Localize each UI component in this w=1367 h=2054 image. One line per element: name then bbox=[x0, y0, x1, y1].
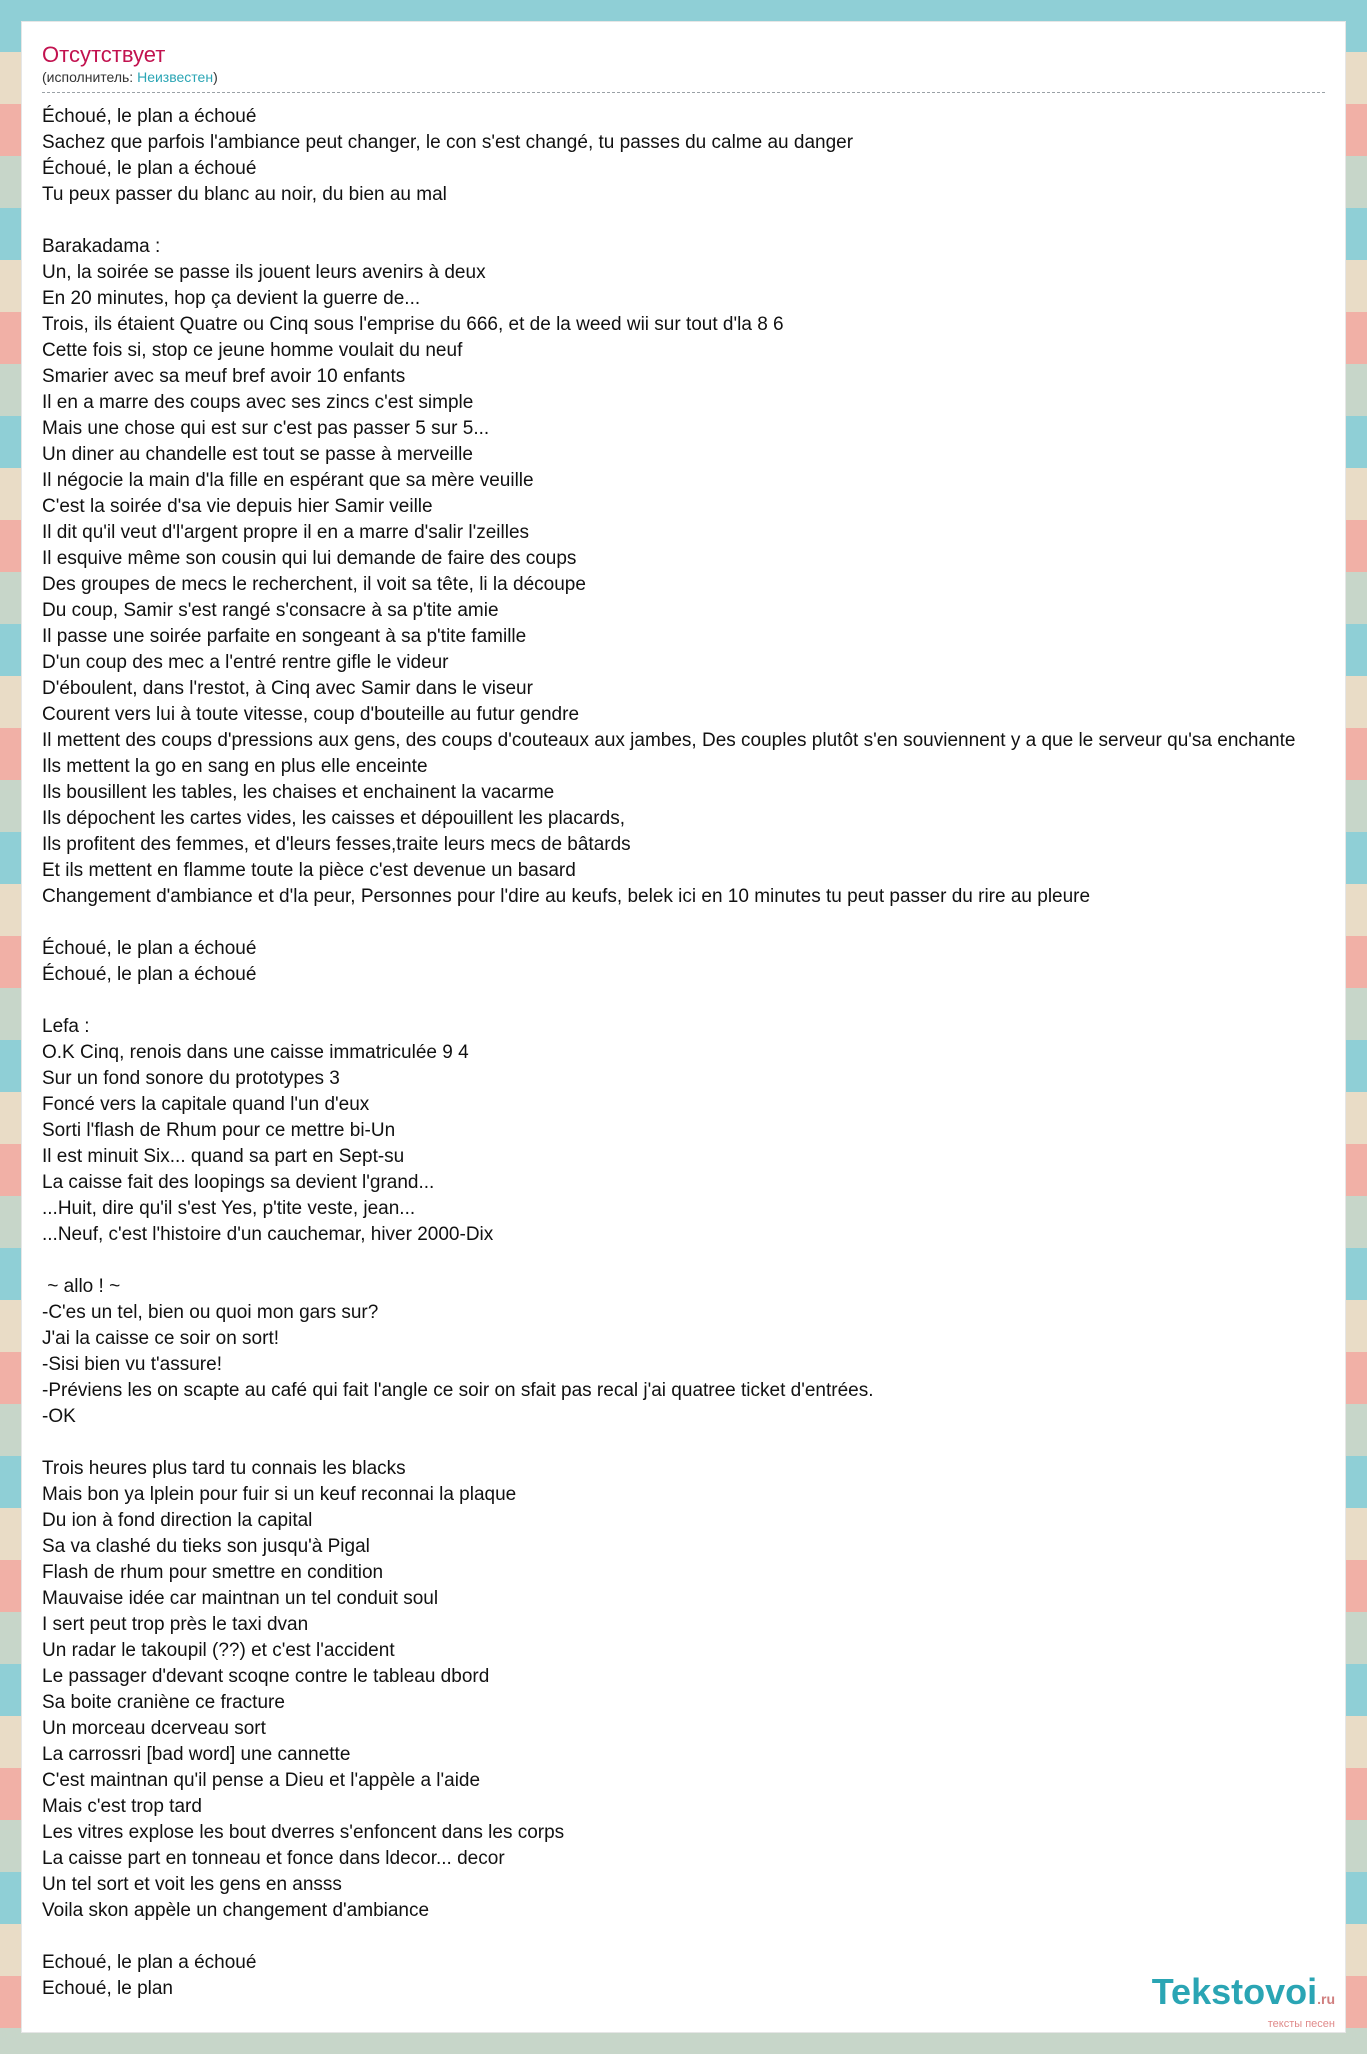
lyric-line: ...Neuf, c'est l'histoire d'un cauchemar, hiver 2000-Dix bbox=[42, 1224, 494, 1245]
lyric-line: La caisse fait des loopings sa devient l'grand... bbox=[42, 1172, 435, 1193]
lyric-line: Il esquive même son cousin qui lui demande de faire des coups bbox=[42, 548, 577, 569]
lyric-line: Trois, ils étaient Quatre ou Cinq sous l'emprise du 666, et de la weed wii sur tout d'la 8 6 bbox=[42, 314, 784, 335]
lyric-line: Mais une chose qui est sur c'est pas passer 5 sur 5... bbox=[42, 418, 490, 439]
lyric-line: Lefa : bbox=[42, 1016, 90, 1037]
lyric-line bbox=[42, 988, 1325, 1014]
lyric-line: Un radar le takoupil (??) et c'est l'accident bbox=[42, 1640, 395, 1661]
artist-link[interactable]: Неизвестен bbox=[137, 69, 214, 85]
lyric-line bbox=[42, 1430, 1325, 1456]
lyric-line: Un morceau dcerveau sort bbox=[42, 1718, 266, 1739]
lyric-line: Un, la soirée se passe ils jouent leurs avenirs à deux bbox=[42, 262, 486, 283]
lyric-line: ...Huit, dire qu'il s'est Yes, p'tite veste, jean... bbox=[42, 1198, 416, 1219]
lyric-line: Trois heures plus tard tu connais les blacks bbox=[42, 1458, 406, 1479]
site-logo[interactable] bbox=[1125, 1971, 1335, 2030]
logo-subtitle: тексты песен bbox=[1267, 2018, 1335, 2030]
lyric-line: Mais c'est trop tard bbox=[42, 1796, 202, 1817]
lyric-line: Mais bon ya lplein pour fuir si un keuf reconnai la plaque bbox=[42, 1484, 517, 1505]
artist-line bbox=[42, 68, 1325, 86]
lyric-line: Du coup, Samir s'est rangé s'consacre à sa p'tite amie bbox=[42, 600, 499, 621]
lyric-line: Le passager d'devant scoqne contre le tableau dbord bbox=[42, 1666, 490, 1687]
lyric-line: -Préviens les on scapte au café qui fait l'angle ce soir on sfait pas recal j'ai quatree ticket d'entrées. bbox=[42, 1380, 874, 1401]
lyric-line: Échoué, le plan a échoué bbox=[42, 964, 257, 985]
lyric-line: Barakadama : bbox=[42, 236, 161, 257]
lyric-line: C'est la soirée d'sa vie depuis hier Samir veille bbox=[42, 496, 433, 517]
lyric-line: Sur un fond sonore du prototypes 3 bbox=[42, 1068, 340, 1089]
lyric-line: Sorti l'flash de Rhum pour ce mettre bi-Un bbox=[42, 1120, 396, 1141]
lyric-line: Sachez que parfois l'ambiance peut changer, le con s'est changé, tu passes du calme au danger bbox=[42, 132, 854, 153]
lyric-line: Et ils mettent en flamme toute la pièce c'est devenue un basard bbox=[42, 860, 576, 881]
lyric-line: -Sisi bien vu t'assure! bbox=[42, 1354, 222, 1375]
lyric-line: Echoué, le plan a échoué bbox=[42, 1952, 257, 1973]
song-title: Отсутствует bbox=[42, 42, 166, 67]
lyric-line: D'un coup des mec a l'entré rentre gifle le videur bbox=[42, 652, 449, 673]
lyric-line bbox=[42, 208, 1325, 234]
lyric-line: Changement d'ambiance et d'la peur, Personnes pour l'dire au keufs, belek ici en 10 minutes tu peut passer du rire au pleure bbox=[42, 886, 1091, 907]
lyric-line: Il dit qu'il veut d'l'argent propre il en a marre d'salir l'zeilles bbox=[42, 522, 530, 543]
lyric-line: C'est maintnan qu'il pense a Dieu et l'appèle a l'aide bbox=[42, 1770, 481, 1791]
lyric-line: Échoué, le plan a échoué bbox=[42, 938, 257, 959]
lyric-line: Un tel sort et voit les gens en ansss bbox=[42, 1874, 342, 1895]
lyric-line: Il passe une soirée parfaite en songeant à sa p'tite famille bbox=[42, 626, 527, 647]
lyric-line: Echoué, le plan bbox=[42, 1978, 173, 1999]
lyric-line: I sert peut trop près le taxi dvan bbox=[42, 1614, 309, 1635]
lyric-line: Les vitres explose les bout dverres s'enfoncent dans les corps bbox=[42, 1822, 565, 1843]
lyric-line: Il est minuit Six... quand sa part en Sept-su bbox=[42, 1146, 405, 1167]
lyric-line: Ils profitent des femmes, et d'leurs fesses,traite leurs mecs de bâtards bbox=[42, 834, 631, 855]
logo-tld: .ru bbox=[1317, 1991, 1335, 2007]
lyric-line: O.K Cinq, renois dans une caisse immatriculée 9 4 bbox=[42, 1042, 469, 1063]
lyric-line: La carrossri [bad word] une cannette bbox=[42, 1744, 351, 1765]
lyric-line: Ils dépochent les cartes vides, les caisses et dépouillent les placards, bbox=[42, 808, 625, 829]
lyric-line: -OK bbox=[42, 1406, 76, 1427]
lyric-line: Foncé vers la capitale quand l'un d'eux bbox=[42, 1094, 370, 1115]
lyric-line: La caisse part en tonneau et fonce dans ldecor... decor bbox=[42, 1848, 505, 1869]
lyric-line: D'éboulent, dans l'restot, à Cinq avec Samir dans le viseur bbox=[42, 678, 533, 699]
lyric-line: J'ai la caisse ce soir on sort! bbox=[42, 1328, 279, 1349]
content-card bbox=[22, 22, 1345, 2032]
lyric-line: Il négocie la main d'la fille en espérant que sa mère veuille bbox=[42, 470, 534, 491]
lyric-line: Un diner au chandelle est tout se passe à merveille bbox=[42, 444, 473, 465]
lyric-line: -C'es un tel, bien ou quoi mon gars sur? bbox=[42, 1302, 379, 1323]
lyric-line: Ils mettent la go en sang en plus elle enceinte bbox=[42, 756, 428, 777]
lyric-line: Échoué, le plan a échoué bbox=[42, 158, 257, 179]
lyric-line: Tu peux passer du blanc au noir, du bien au mal bbox=[42, 184, 447, 205]
lyric-line: Il mettent des coups d'pressions aux gens, des coups d'couteaux aux jambes, Des couples plutôt s'en souviennent y a que le serveur qu'sa enchante bbox=[42, 730, 1296, 751]
logo-wordmark bbox=[1125, 1971, 1335, 2017]
logo-name: Tekstovoi bbox=[1151, 1971, 1318, 2012]
lyrics-body bbox=[42, 104, 1325, 2002]
lyric-line: Des groupes de mecs le recherchent, il voit sa tête, li la découpe bbox=[42, 574, 586, 595]
lyric-line: Sa boite craniène ce fracture bbox=[42, 1692, 285, 1713]
lyric-line: Du ion à fond direction la capital bbox=[42, 1510, 313, 1531]
lyric-line: En 20 minutes, hop ça devient la guerre de... bbox=[42, 288, 421, 309]
lyric-line: Flash de rhum pour smettre en condition bbox=[42, 1562, 384, 1583]
lyric-line: Ils bousillent les tables, les chaises et enchainent la vacarme bbox=[42, 782, 555, 803]
artist-close: ) bbox=[213, 69, 218, 85]
lyric-line: Courent vers lui à toute vitesse, coup d'bouteille au futur gendre bbox=[42, 704, 580, 725]
lyric-line: Échoué, le plan a échoué bbox=[42, 106, 257, 127]
lyric-line: ~ allo ! ~ bbox=[42, 1276, 121, 1297]
lyric-line: Smarier avec sa meuf bref avoir 10 enfants bbox=[42, 366, 406, 387]
lyric-line bbox=[42, 1248, 1325, 1274]
lyric-line: Voila skon appèle un changement d'ambiance bbox=[42, 1900, 430, 1921]
song-header bbox=[42, 42, 1325, 86]
header-divider bbox=[42, 92, 1325, 93]
lyric-line: Il en a marre des coups avec ses zincs c'est simple bbox=[42, 392, 474, 413]
lyric-line: Cette fois si, stop ce jeune homme voulait du neuf bbox=[42, 340, 463, 361]
lyric-line bbox=[42, 1924, 1325, 1950]
lyric-line bbox=[42, 910, 1325, 936]
lyric-line: Sa va clashé du tieks son jusqu'à Pigal bbox=[42, 1536, 370, 1557]
lyric-line: Mauvaise idée car maintnan un tel conduit soul bbox=[42, 1588, 439, 1609]
artist-label: (исполнитель: bbox=[42, 69, 138, 85]
